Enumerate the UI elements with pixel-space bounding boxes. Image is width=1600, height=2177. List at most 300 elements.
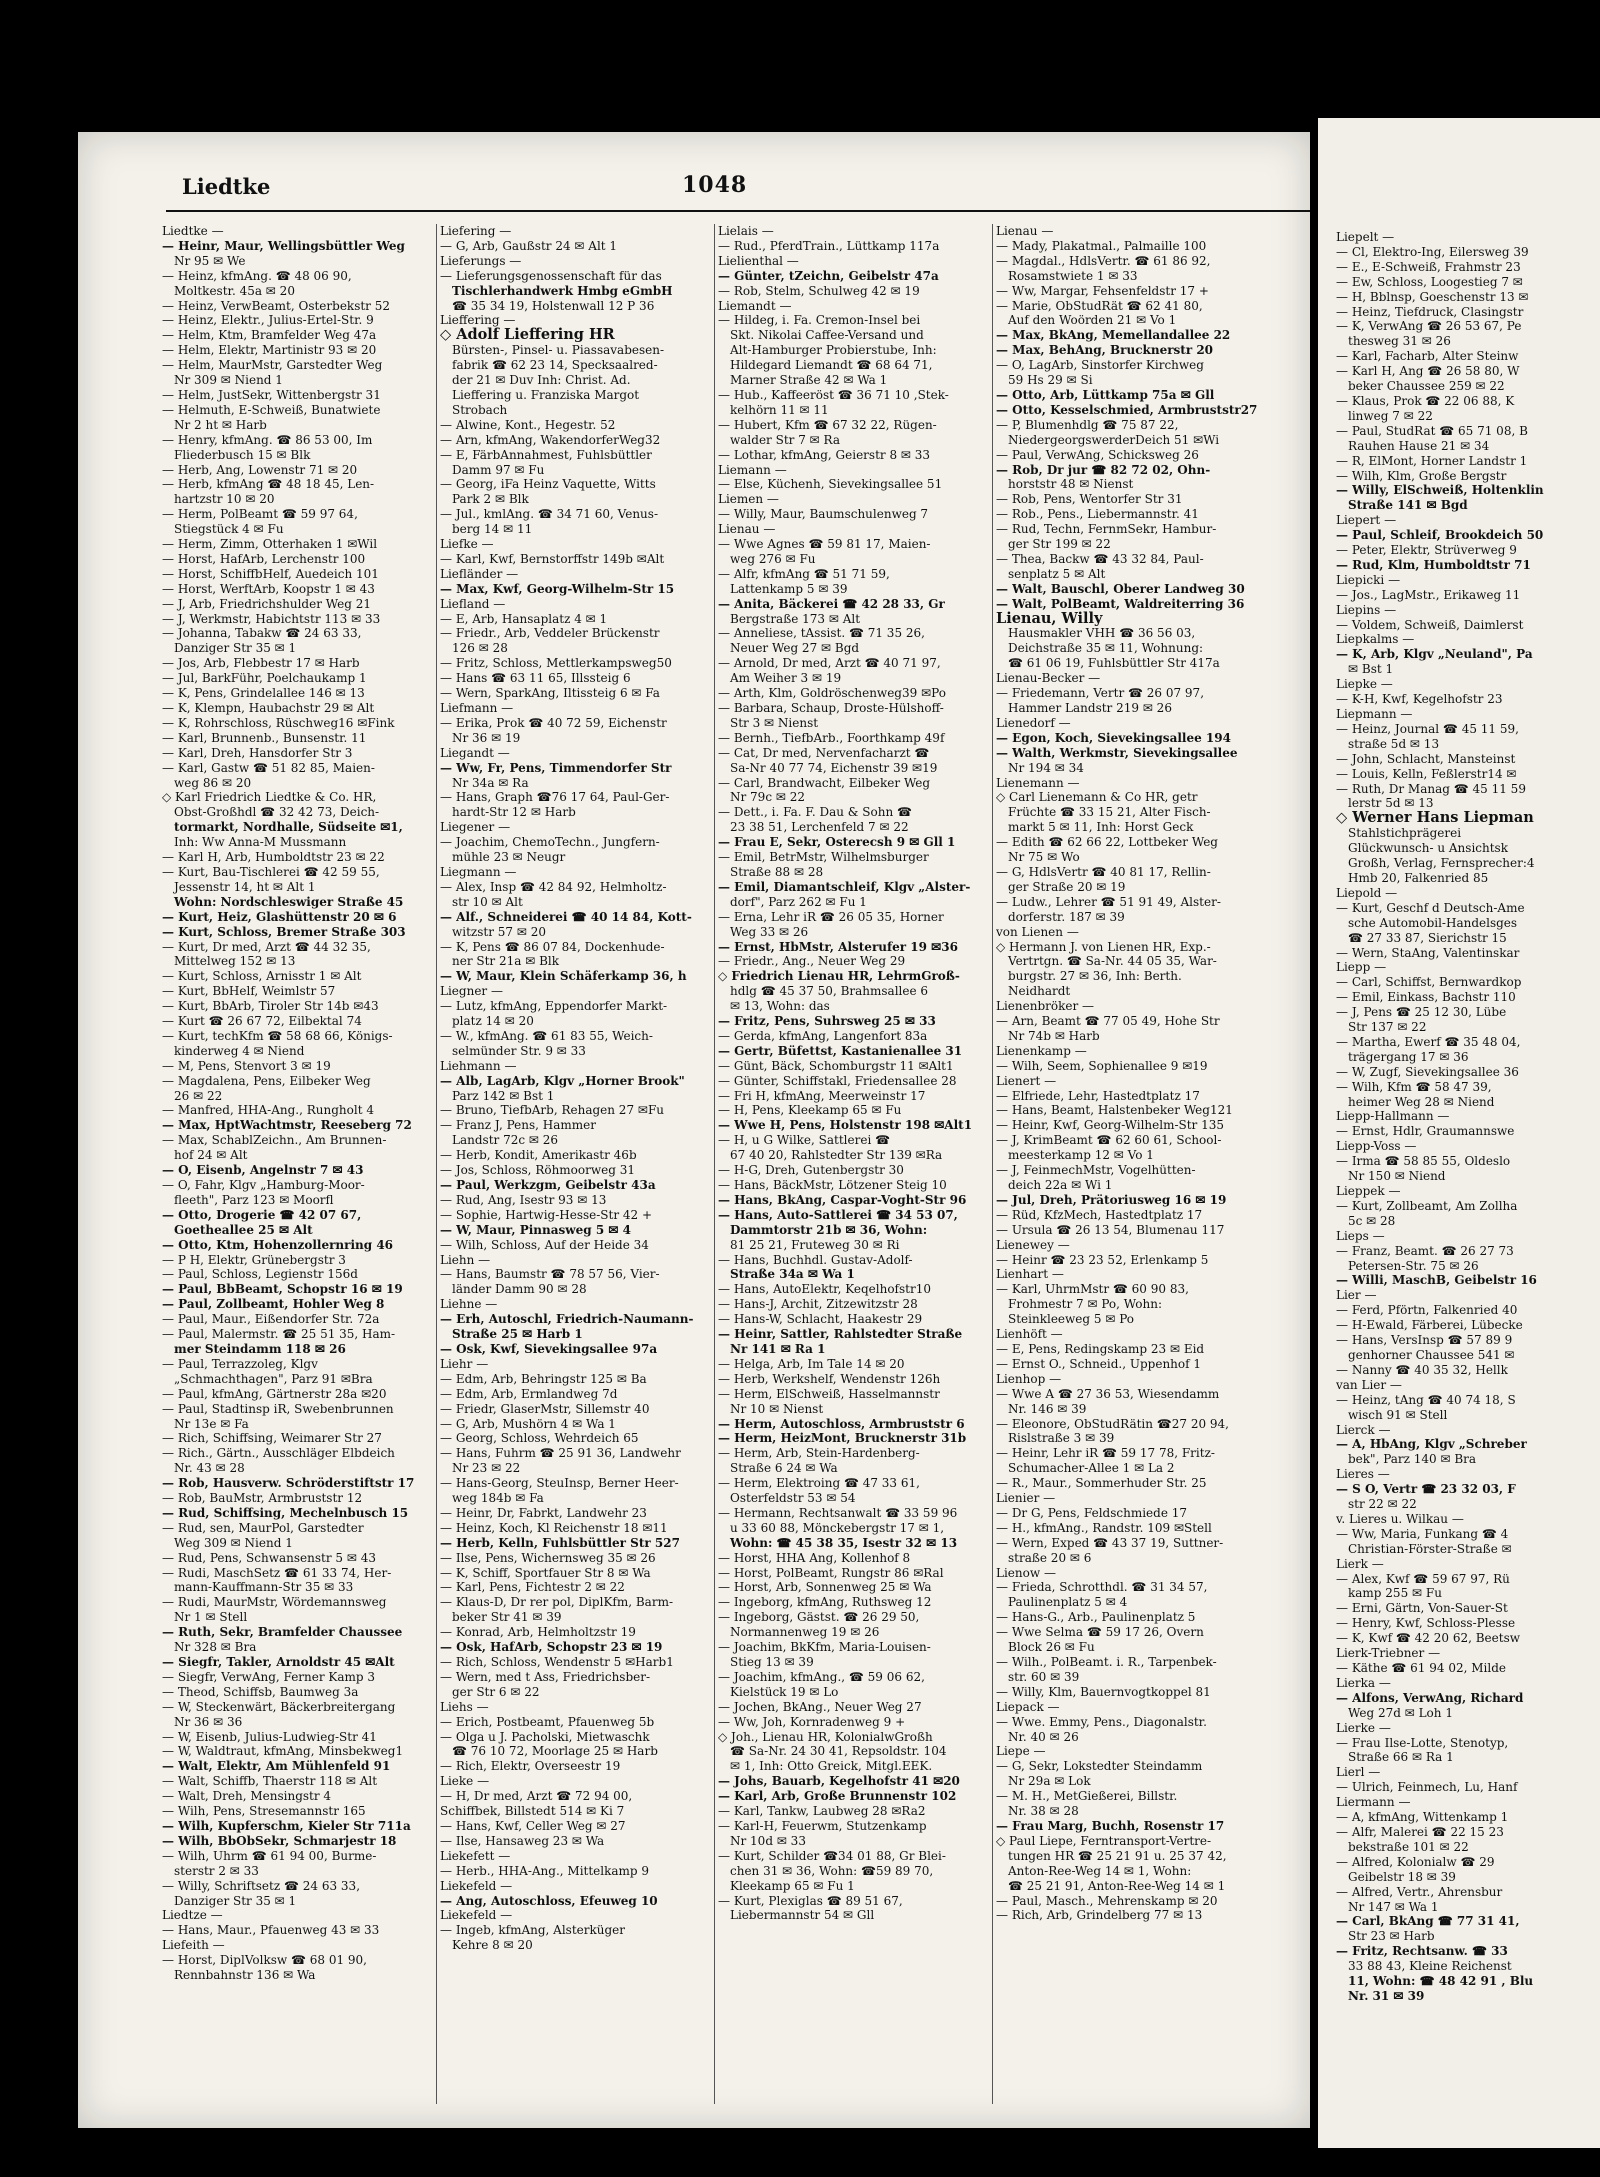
directory-entry-line: — Henry, kfmAng. ☎ 86 53 00, Im — [162, 432, 373, 447]
directory-entry-line: — Ernst, Hdlr, Graumannswe — [1336, 1124, 1515, 1139]
directory-entry-line: — Herb, kfmAng ☎ 48 18 45, Len- — [162, 477, 375, 492]
directory-entry-line: Liefke — — [440, 537, 494, 552]
directory-entry-line: — Siegfr, VerwAng, Ferner Kamp 3 — [162, 1669, 376, 1684]
directory-entry-line: ☎ Sa-Nr. 24 30 41, Repsoldstr. 104 — [730, 1744, 947, 1759]
directory-entry-line: Liepert — — [1336, 513, 1397, 528]
directory-entry-line: — E, Arb, Hansaplatz 4 ✉ 1 — [440, 611, 608, 626]
directory-entry-line: Liekefett — — [440, 1848, 511, 1863]
directory-entry-line: — Wern, StaAng, Valentinskar — [1336, 945, 1520, 960]
directory-entry-line: fabrik ☎ 62 23 14, Specksaalred- — [452, 358, 658, 373]
directory-entry-line: Nr 34a ✉ Ra — [452, 775, 529, 790]
directory-entry-line: wisch 91 ✉ Stell — [1348, 1407, 1448, 1422]
directory-entry-line: Lierka — — [1336, 1675, 1391, 1690]
directory-entry-line: Liepp-Hallmann — — [1336, 1109, 1450, 1124]
directory-entry-line: Liehmann — — [440, 1058, 517, 1073]
directory-entry-line: str 10 ✉ Alt — [452, 894, 523, 909]
directory-entry-line: — K, Kwf ☎ 42 20 62, Beetsw — [1336, 1631, 1521, 1646]
directory-entry-line: — H, Bblnsp, Goeschenstr 13 ✉ — [1336, 289, 1529, 304]
directory-entry-line: — Rüd, KfzMech, Hastedtplatz 17 — [996, 1207, 1203, 1222]
directory-entry-line: linweg 7 ✉ 22 — [1348, 408, 1433, 423]
directory-entry-line: — Günter, tZeichn, Geibelstr 47a — [718, 268, 939, 283]
directory-entry-line: Nr 79c ✉ 22 — [730, 790, 805, 805]
directory-entry-line: Nr 328 ✉ Bra — [174, 1640, 257, 1655]
directory-entry-line: berg 14 ✉ 11 — [452, 522, 533, 537]
directory-entry-line: Hammer Landstr 219 ✉ 26 — [1008, 701, 1172, 715]
directory-entry-line: — Ernst O., Schneid., Uppenhof 1 — [996, 1356, 1202, 1371]
directory-entry-line: — O, Eisenb, Angelnstr 7 ✉ 43 — [162, 1163, 364, 1178]
directory-entry-line: Kehre 8 ✉ 20 — [452, 1938, 533, 1953]
directory-entry-line: Lierke — — [1336, 1720, 1391, 1735]
directory-entry-line: heimer Weg 28 ✉ Niend — [1348, 1094, 1495, 1109]
directory-entry-line: Nr 309 ✉ Niend 1 — [174, 373, 283, 388]
directory-entry-line: Nr. 43 ✉ 28 — [174, 1461, 245, 1476]
directory-entry-line: — Gerda, kfmAng, Langenfort 83a — [718, 1028, 928, 1043]
directory-entry-line: ☎ 61 06 19, Fuhlsbüttler Str 417a — [1008, 656, 1220, 671]
directory-entry-line: — Konrad, Arb, Helmholtzstr 19 — [440, 1625, 636, 1640]
directory-entry-line: — Karl, Tankw, Laubweg 28 ✉Ra2 — [718, 1804, 926, 1819]
directory-entry-line: — Jos, Arb, Flebbestr 17 ✉ Harb — [162, 656, 360, 671]
directory-entry-line: u 33 60 88, Mönckebergstr 17 ✉ 1, — [730, 1520, 945, 1535]
directory-entry-line: — Willy, Maur, Baumschulenweg 7 — [718, 507, 929, 522]
directory-entry-line: — Arth, Klm, Goldröschenweg39 ✉Po — [718, 686, 946, 701]
directory-entry-line: mühle 23 ✉ Neugr — [452, 850, 566, 865]
directory-entry-line: — Otto, Arb, Lüttkamp 75a ✉ Gll — [996, 387, 1215, 402]
directory-entry-line: — Willy, Klm, Bauernvogtkoppel 81 — [996, 1684, 1211, 1699]
directory-entry-line: beker Chaussee 259 ✉ 22 — [1348, 379, 1505, 394]
directory-entry-line: — Alex, Kwf ☎ 59 67 97, Rü — [1336, 1571, 1510, 1586]
directory-entry-line: — Ew, Schloss, Loogestieg 7 ✉ — [1336, 274, 1523, 289]
directory-entry-line: v. Lieres u. Wilkau — — [1336, 1511, 1464, 1526]
header-rule — [166, 210, 1310, 212]
directory-entry-line: — H-Ewald, Färberei, Lübecke — [1336, 1318, 1523, 1333]
directory-entry-line: — Marie, ObStudRät ☎ 62 41 80, — [996, 298, 1203, 313]
directory-entry-line: Lierk — — [1336, 1556, 1384, 1571]
directory-entry-line: — Heinz, Journal ☎ 45 11 59, — [1336, 721, 1519, 736]
directory-entry-line: meesterkamp 12 ✉ Vo 1 — [1008, 1148, 1154, 1163]
directory-entry-line: bekstraße 101 ✉ 22 — [1348, 1839, 1469, 1854]
directory-entry-line: Lieps — — [1336, 1228, 1385, 1243]
directory-entry-line: — K, VerwAng ☎ 26 53 67, Pe — [1336, 319, 1522, 334]
directory-entry-line: — Erh, Autoschl, Friedrich-Naumann- — [440, 1312, 694, 1327]
directory-entry-line: Strobach — [452, 402, 508, 417]
directory-entry-line: — Karl, Arb, Große Brunnenstr 102 — [718, 1789, 957, 1804]
directory-entry-line: — Rud, Klm, Humboldtstr 71 — [1336, 557, 1531, 572]
directory-entry-line: — Walt, Bauschl, Oberer Landweg 30 — [996, 581, 1245, 596]
directory-entry-line: Lierck — — [1336, 1422, 1391, 1437]
directory-entry-line: — Paul, Masch., Mehrenskamp ✉ 20 — [996, 1893, 1218, 1908]
directory-entry-line: — Jos, Schloss, Röhmoorweg 31 — [440, 1163, 636, 1178]
directory-entry-line: — Paul, StudRat ☎ 65 71 08, B — [1336, 423, 1528, 438]
directory-entry-line: ◇ Werner Hans Liepman — [1336, 809, 1534, 827]
directory-entry-line: — Heinz, Koch, Kl Reichenstr 18 ✉11 — [440, 1520, 668, 1535]
directory-entry-line: Danziger Str 35 ✉ 1 — [174, 1893, 297, 1908]
directory-entry-line: — Voldem, Schweiß, Daimlerst — [1336, 617, 1524, 632]
directory-entry-line: — H, Dr med, Arzt ☎ 72 94 00, — [440, 1789, 633, 1804]
directory-entry-line: ☎ 25 21 91, Anton-Ree-Weg 14 ✉ 1 — [1008, 1878, 1226, 1893]
directory-entry-line: Lienau — — [996, 224, 1054, 238]
directory-entry-line: — Rud, Ang, Isestr 93 ✉ 13 — [440, 1192, 607, 1207]
directory-entry-line: witzstr 57 ✉ 20 — [452, 924, 547, 939]
directory-entry-line: weg 276 ✉ Fu — [730, 551, 816, 566]
directory-entry-line: — Hans, Beamt, Halstenbeker Weg121 — [996, 1103, 1233, 1118]
directory-entry-line: Nr 150 ✉ Niend — [1348, 1169, 1446, 1184]
directory-entry-line: str 22 ✉ 22 — [1348, 1497, 1417, 1512]
directory-entry-line: Lielais — — [718, 224, 774, 238]
directory-entry-line: — Ingeborg, kfmAng, Ruthsweg 12 — [718, 1595, 932, 1610]
directory-entry-line: 81 25 21, Fruteweg 30 ✉ Ri — [730, 1237, 900, 1252]
directory-entry-line: — Edm, Arb, Ermlandweg 7d — [440, 1386, 618, 1401]
directory-entry-line: — Paul, Zollbeamt, Hohler Weg 8 — [162, 1297, 385, 1312]
directory-entry-line: — Bruno, TiefbArb, Rehagen 27 ✉Fu — [440, 1103, 664, 1118]
directory-entry-line: — Wilh, Uhrm ☎ 61 94 00, Burme- — [162, 1848, 377, 1863]
directory-entry-line: Str 23 ✉ Harb — [1348, 1929, 1435, 1944]
directory-entry-line: — Frieda, Schrotthdl. ☎ 31 34 57, — [996, 1580, 1208, 1595]
directory-entry-line: — K, Arb, Klgv „Neuland", Pa — [1336, 647, 1533, 662]
directory-entry-line: — Wilh, Kupferschm, Kieler Str 711a — [162, 1818, 411, 1833]
directory-entry-line: ✉ 1, Inh: Otto Greick, Mitgl.EEK. — [730, 1759, 933, 1774]
directory-entry-line: Nr. 31 ✉ 39 — [1348, 1988, 1425, 2003]
directory-entry-line: — Carl, Schiffst, Bernwardkop — [1336, 975, 1522, 990]
directory-entry-line: — Nanny ☎ 40 35 32, Hellk — [1336, 1362, 1508, 1377]
directory-entry-line: — Cat, Dr med, Nervenfacharzt ☎ — [718, 745, 930, 760]
directory-entry-line: — Herm, Autoschloss, Armbruststr 6 — [718, 1416, 965, 1431]
directory-entry-line: — Paul, Werkzgm, Geibelstr 43a — [440, 1178, 656, 1192]
directory-entry-line: — Arn, Beamt ☎ 77 05 49, Hohe Str — [996, 1014, 1220, 1029]
directory-entry-line: Hmb 20, Falkenried 85 — [1348, 870, 1489, 885]
directory-entry-line: — Wilh, Kfm ☎ 58 47 39, — [1336, 1079, 1492, 1094]
directory-entry-line: — Henry, Kwf, Schloss-Plesse — [1336, 1616, 1516, 1631]
directory-entry-line: — Rich, Arb, Grindelberg 77 ✉ 13 — [996, 1908, 1203, 1923]
directory-entry-line: — Wern, SparkAng, Iltissteig 6 ✉ Fa — [440, 686, 660, 701]
directory-entry-line: — Paul, VerwAng, Schicksweg 26 — [996, 447, 1199, 462]
directory-entry-line: horststr 48 ✉ Nienst — [1008, 477, 1134, 492]
directory-entry-line: — Egon, Koch, Sievekingsallee 194 — [996, 730, 1231, 745]
directory-entry-line: Liepicki — — [1336, 572, 1401, 587]
page-header — [78, 174, 1310, 214]
directory-entry-line: — Ingeborg, Gästst. ☎ 26 29 50, — [718, 1610, 920, 1625]
directory-entry-line: Goetheallee 25 ✉ Alt — [174, 1222, 313, 1237]
directory-entry-line: Liekefeld — — [440, 1908, 513, 1923]
directory-entry-line: Nr 23 ✉ 22 — [452, 1461, 521, 1476]
directory-entry-line: — Hans-G., Arb., Paulinenplatz 5 — [996, 1610, 1196, 1625]
directory-entry-line: — Wern, Exped ☎ 43 37 19, Suttner- — [996, 1535, 1224, 1550]
directory-entry-line: Lienhop — — [996, 1371, 1062, 1386]
directory-entry-line: Stahlstichprägerei — [1348, 826, 1462, 841]
directory-entry-line: ◇ Friedrich Lienau HR, LehrmGroß- — [718, 969, 960, 984]
directory-entry-line: — Ingeb, kfmAng, Alsterküger — [440, 1923, 626, 1938]
directory-entry-line: Liefländer — — [440, 566, 519, 581]
directory-entry-line: Nr 75 ✉ Wo — [1008, 850, 1080, 865]
directory-entry-line: — Jul., kmlAng. ☎ 34 71 60, Venus- — [440, 507, 658, 522]
directory-entry-line: — Rob, Stelm, Schulweg 42 ✉ 19 — [718, 283, 920, 298]
directory-entry-line: Kielstück 19 ✉ Lo — [730, 1684, 839, 1699]
directory-entry-line: sche Automobil-Handelsges — [1348, 915, 1518, 930]
directory-entry-line: Stiegstück 4 ✉ Fu — [174, 522, 284, 537]
directory-entry-line: — Carl, Brandwacht, Eilbeker Weg — [718, 775, 931, 790]
directory-entry-line: Str 137 ✉ 22 — [1348, 1020, 1427, 1035]
directory-entry-line: Nr 2 ht ✉ Harb — [174, 417, 267, 432]
directory-entry-line: — Osk, Kwf, Sievekingsallee 97a — [440, 1341, 658, 1356]
directory-entry-line: Lienewey — — [996, 1237, 1070, 1252]
directory-entry-line: Geibelstr 18 ✉ 39 — [1348, 1869, 1456, 1884]
directory-entry-line: — A, HbAng, Klgv „Schreber — [1336, 1437, 1527, 1452]
directory-entry-line: — P H, Elektr, Grünebergstr 3 — [162, 1252, 346, 1267]
directory-entry-line: — Willy, ElSchweiß, Holtenklin — [1336, 483, 1544, 498]
directory-entry-line: van Lier — — [1336, 1377, 1402, 1392]
directory-entry-line: Liepke — — [1336, 677, 1393, 692]
directory-entry-line: — Ww, Maria, Funkang ☎ 4 — [1336, 1526, 1509, 1541]
directory-entry-line: Großh, Verlag, Fernsprecher:4 — [1348, 856, 1535, 871]
directory-entry-line: ✉ Bst 1 — [1348, 662, 1394, 677]
directory-entry-line: Lienhöft — — [996, 1327, 1063, 1342]
directory-entry-line: — Karl H, Arb, Humboldtstr 23 ✉ 22 — [162, 850, 385, 865]
directory-entry-line: 11, Wohn: ☎ 48 42 91 , Blu — [1348, 1974, 1534, 1989]
directory-entry-line: Lieffering — — [440, 313, 516, 328]
directory-entry-line: Lieffering u. Franziska Margot — [452, 387, 640, 402]
directory-entry-line: — O, LagArb, Sinstorfer Kirchweg — [996, 358, 1204, 373]
directory-entry-line: 67 40 20, Rahlstedter Str 139 ✉Ra — [730, 1148, 943, 1163]
directory-entry-line: — Walt, Schiffb, Thaerstr 118 ✉ Alt — [162, 1774, 378, 1789]
directory-entry-line: Liegner — — [440, 984, 503, 999]
directory-entry-line: — Lieferungsgenossenschaft für das — [440, 268, 662, 283]
directory-entry-line: Lienow — — [996, 1565, 1056, 1580]
directory-entry-line: Liepold — — [1336, 885, 1398, 900]
directory-entry-line: — W, Maur, Klein Schäferkamp 36, h — [440, 969, 687, 984]
directory-entry-line: Nr 10 ✉ Nienst — [730, 1401, 824, 1416]
directory-entry-line: — E., E-Schweiß, Frahmstr 23 — [1336, 259, 1521, 274]
directory-entry-line: ner Str 21a ✉ Blk — [452, 954, 560, 969]
directory-entry-line: — Ilse, Hansaweg 23 ✉ Wa — [440, 1833, 605, 1848]
directory-entry-line: — Heinz, Tiefdruck, Clasingstr — [1336, 304, 1524, 319]
directory-entry-line: — Alfr, kfmAng ☎ 51 71 59, — [718, 566, 890, 581]
directory-entry-line: — K, Pens ☎ 86 07 84, Dockenhude- — [440, 939, 665, 954]
directory-entry-line: — Horst, DiplVolksw ☎ 68 01 90, — [162, 1953, 367, 1968]
directory-entry-line: Neuer Weg 27 ✉ Bgd — [730, 641, 860, 656]
directory-entry-line: — Hans ☎ 63 11 65, Illssteig 6 — [440, 671, 631, 686]
directory-entry-line: — Gertr, Büfettst, Kastanienallee 31 — [718, 1043, 963, 1058]
directory-entry-line: — Hubert, Kfm ☎ 67 32 22, Rügen- — [718, 417, 937, 432]
directory-entry-line: Lieke — — [440, 1774, 490, 1789]
directory-entry-line: — Jul, Dreh, Prätoriusweg 16 ✉ 19 — [996, 1192, 1227, 1207]
directory-entry-line: markt 5 ✉ 11, Inh: Horst Geck — [1008, 820, 1194, 835]
directory-entry-line: — Alfred, Kolonialw ☎ 29 — [1336, 1854, 1495, 1869]
directory-entry-line: — M, Pens, Stenvort 3 ✉ 19 — [162, 1058, 331, 1073]
directory-entry-line: chen 31 ✉ 36, Wohn: ☎59 89 70, — [730, 1863, 934, 1878]
directory-entry-line: — Rob, BauMstr, Armbruststr 12 — [162, 1491, 363, 1506]
directory-entry-line: Alt-Hamburger Probierstube, Inh: — [730, 343, 937, 358]
directory-entry-line: — Helmuth, E-Schweiß, Bunatwiete — [162, 402, 381, 417]
directory-entry-line: — Peter, Elektr, Strüverweg 9 — [1336, 543, 1517, 558]
directory-entry-line: straße 5d ✉ 13 — [1348, 736, 1440, 751]
directory-entry-line: Paulinenplatz 5 ✉ 4 — [1008, 1595, 1128, 1610]
directory-entry-line: — Erich, Postbeamt, Pfauenweg 5b — [440, 1714, 655, 1729]
directory-entry-line: — H, Pens, Kleekamp 65 ✉ Fu — [718, 1103, 902, 1118]
directory-entry-line: — Ww, Fr, Pens, Timmendorfer Str — [440, 760, 672, 775]
directory-entry-line: — Arn, kfmAng, WakendorferWeg32 — [440, 432, 661, 447]
directory-entry-line: — Eleonore, ObStudRätin ☎27 20 94, — [996, 1416, 1229, 1431]
directory-entry-line: — Heinr, Kwf, Georg-Wilhelm-Str 135 — [996, 1118, 1224, 1133]
directory-entry-line: von Lienen — — [996, 924, 1079, 939]
directory-entry-line: 33 88 43, Kleine Reichenst — [1348, 1959, 1512, 1974]
directory-entry-line: NiedergeorgswerderDeich 51 ✉Wi — [1008, 432, 1220, 447]
directory-entry-line: — Jos., LagMstr., Erikaweg 11 — [1336, 587, 1521, 602]
directory-entry-line: — Rud, Schiffsing, Mechelnbusch 15 — [162, 1505, 409, 1520]
directory-entry-line: Straße 141 ✉ Bgd — [1348, 498, 1468, 513]
directory-entry-line: — Max, Kwf, Georg-Wilhelm-Str 15 — [440, 581, 675, 596]
directory-entry-line: — Alwine, Kont., Hegestr. 52 — [440, 417, 616, 432]
directory-entry-line: dorf", Parz 262 ✉ Fu 1 — [730, 894, 867, 909]
directory-entry-line: — W., kfmAng. ☎ 61 83 55, Weich- — [440, 1028, 653, 1043]
directory-entry-line: Liehr — — [440, 1356, 489, 1371]
directory-entry-line: mann-Kauffmann-Str 35 ✉ 33 — [174, 1580, 354, 1595]
directory-entry-line: — Kurt, Dr med, Arzt ☎ 44 32 35, — [162, 939, 371, 954]
directory-entry-line: — Edith ☎ 62 66 22, Lottbeker Weg — [996, 835, 1218, 850]
directory-entry-line: — Cl, Elektro-Ing, Eilersweg 39 — [1336, 244, 1529, 259]
directory-entry-line: Rosamstwiete 1 ✉ 33 — [1008, 268, 1138, 283]
directory-entry-line: — Herm, Arb, Stein-Hardenberg- — [718, 1446, 920, 1461]
directory-entry-line: Lier — — [1336, 1288, 1377, 1303]
directory-entry-line: — Hans, BäckMstr, Lötzener Steig 10 — [718, 1178, 947, 1192]
directory-entry-line: Damm 97 ✉ Fu — [452, 462, 545, 477]
directory-entry-line: Wohn: Nordschleswiger Straße 45 — [174, 894, 404, 909]
directory-entry-line: Liekefeld — — [440, 1878, 513, 1893]
directory-entry-line: — M. H., MetGießerei, Billstr. — [996, 1789, 1178, 1804]
directory-entry-line: — Franz J, Pens, Hammer — [440, 1118, 596, 1133]
directory-entry-line: — Horst, WerftArb, Koopstr 1 ✉ 43 — [162, 581, 375, 596]
directory-entry-line: mer Steindamm 118 ✉ 26 — [174, 1341, 346, 1356]
directory-entry-line: Lienedorf — — [996, 715, 1071, 730]
directory-entry-line: hdlg ☎ 45 37 50, Brahmsallee 6 — [730, 984, 929, 999]
directory-entry-line: — Rich, Schloss, Wendenstr 5 ✉Harb1 — [440, 1655, 674, 1669]
directory-entry-line: Liehn — — [440, 1252, 491, 1267]
directory-entry-line: — Willy, Schriftsetz ☎ 24 63 33, — [162, 1878, 361, 1893]
directory-entry-line: — Horst, Arb, Sonnenweg 25 ✉ Wa — [718, 1580, 932, 1595]
directory-entry-line: — W, Steckenwärt, Bäckerbreitergang — [162, 1699, 396, 1714]
directory-entry-line: — Hans, Maur., Pfauenweg 43 ✉ 33 — [162, 1923, 380, 1938]
directory-entry-line: Nr 36 ✉ 36 — [174, 1714, 243, 1729]
directory-entry-line: — Max, SchablZeichn., Am Brunnen- — [162, 1133, 387, 1148]
directory-entry-line: ger Str 6 ✉ 22 — [452, 1684, 540, 1699]
directory-entry-line: weg 86 ✉ 20 — [174, 775, 252, 790]
directory-entry-line: — Joachim, BkKfm, Maria-Louisen- — [718, 1640, 931, 1655]
directory-entry-line: Rennbahnstr 136 ✉ Wa — [174, 1968, 316, 1983]
directory-entry-line: — Emil, Einkass, Bachstr 110 — [1336, 990, 1516, 1005]
directory-entry-line: Frohmestr 7 ✉ Po, Wohn: — [1008, 1297, 1163, 1312]
directory-entry-line: Deichstraße 35 ✉ 11, Wohnung: — [1008, 641, 1204, 656]
directory-entry-line: — K-H, Kwf, Kegelhofstr 23 — [1336, 692, 1503, 707]
directory-entry-line: — Johanna, Tabakw ☎ 24 63 33, — [162, 626, 362, 641]
directory-entry-line: ◇ Adolf Lieffering HR — [440, 326, 615, 344]
directory-entry-line: — Horst, HHA Ang, Kollenhof 8 — [718, 1550, 911, 1565]
directory-entry-line: — Rud, sen, MaurPol, Garstedter — [162, 1520, 364, 1535]
directory-entry-line: — Alfr, Malerei ☎ 22 15 23 — [1336, 1824, 1504, 1839]
directory-entry-line: walder Str 7 ✉ Ra — [730, 432, 840, 447]
directory-entry-line: Liepe — — [996, 1744, 1046, 1759]
directory-entry-line: Osterfeldstr 53 ✉ 54 — [730, 1491, 856, 1506]
directory-entry-line: — Fritz, Schloss, Mettlerkampsweg50 — [440, 656, 672, 671]
directory-entry-line: Liermann — — [1336, 1795, 1411, 1810]
directory-entry-line: Liepp-Voss — — [1336, 1139, 1417, 1154]
directory-entry-line: sterstr 2 ✉ 33 — [174, 1863, 259, 1878]
directory-entry-line: Christian-Förster-Straße ✉ — [1348, 1541, 1512, 1556]
directory-entry-line: Parz 142 ✉ Bst 1 — [452, 1088, 555, 1103]
directory-entry-line: Schumacher-Allee 1 ✉ La 2 — [1008, 1461, 1175, 1476]
directory-entry-line: — Ernst, HbMstr, Alsterufer 19 ✉36 — [718, 939, 958, 954]
directory-entry-line: — Wwe Agnes ☎ 59 81 17, Maien- — [718, 537, 931, 552]
directory-entry-line: Landstr 72c ✉ 26 — [452, 1133, 559, 1148]
directory-entry-line: ◇ Joh., Lienau HR, KolonialwGroßh — [718, 1729, 933, 1744]
directory-entry-line: — Alf., Schneiderei ☎ 40 14 84, Kott- — [440, 909, 692, 924]
directory-entry-line: — Horst, SchiffbHelf, Auedeich 101 — [162, 566, 379, 581]
directory-entry-line: — Max, BkAng, Memellandallee 22 — [996, 328, 1231, 343]
directory-entry-line: ✉ 13, Wohn: das — [730, 999, 830, 1014]
directory-entry-line: Weg 309 ✉ Niend 1 — [174, 1535, 293, 1550]
directory-entry-line: — Wwe H, Pens, Holstenstr 198 ✉Alt1 — [718, 1118, 973, 1133]
directory-entry-line: Liepkalms — — [1336, 632, 1415, 647]
directory-entry-line: — Walth, Werkmstr, Sievekingsallee — [996, 745, 1238, 760]
directory-entry-line: — Rud, Pens, Schwansenstr 5 ✉ 43 — [162, 1550, 376, 1565]
directory-entry-line: — Thea, Backw ☎ 43 32 84, Paul- — [996, 551, 1204, 566]
directory-entry-line: — Helm, Elektr, Martinistr 93 ✉ 20 — [162, 343, 377, 358]
directory-entry-line: — Jul, BarkFühr, Poelchaukamp 1 — [162, 671, 367, 686]
directory-entry-line: — Wilh, Seem, Sophienallee 9 ✉19 — [996, 1058, 1208, 1073]
directory-entry-line: Liegmann — — [440, 864, 517, 879]
directory-entry-line: — Kurt ☎ 26 67 72, Eilbektal 74 — [162, 1014, 362, 1029]
directory-entry-line: — J, FeinmechMstr, Vogelhütten- — [996, 1163, 1196, 1178]
directory-entry-line: — Hermann, Rechtsanwalt ☎ 33 59 96 — [718, 1505, 958, 1520]
directory-entry-line: — Emil, BetrMstr, Wilhelmsburger — [718, 850, 929, 865]
directory-entry-line: Neidhardt — [1008, 984, 1071, 999]
directory-entry-line: Straße 25 ✉ Harb 1 — [452, 1327, 583, 1342]
directory-entry-line: ◇ Carl Lienemann & Co HR, getr — [996, 790, 1198, 805]
directory-entry-line: — Herb, Ang, Lowenstr 71 ✉ 20 — [162, 462, 358, 477]
directory-entry-line: — J, Arb, Friedrichshulder Weg 21 — [162, 596, 371, 611]
directory-entry-line: — Rob, Dr jur ☎ 82 72 02, Ohn- — [996, 462, 1211, 477]
directory-entry-line: — Max, HptWachtmstr, Reeseberg 72 — [162, 1118, 412, 1133]
directory-entry-line: — Alb, LagArb, Klgv „Horner Brook" — [440, 1073, 685, 1088]
directory-entry-line: — Elfriede, Lehr, Hastedtplatz 17 — [996, 1088, 1200, 1103]
directory-entry-line: — Ruth, Sekr, Bramfelder Chaussee — [162, 1625, 403, 1640]
directory-entry-line: — Paul, Maur., Eißendorfer Str. 72a — [162, 1312, 380, 1327]
directory-entry-line: — Hans, Buchhdl. Gustav-Adolf- — [718, 1252, 913, 1267]
directory-entry-line: — K, Schiff, Sportfauer Str 8 ✉ Wa — [440, 1565, 651, 1580]
directory-entry-line: — Heinr, Maur, Wellingsbüttler Weg — [162, 238, 405, 253]
directory-page-right — [1318, 118, 1600, 2148]
directory-entry-line: weg 184b ✉ Fa — [452, 1491, 544, 1506]
directory-entry-line: — Barbara, Schaup, Droste-Hülshoff- — [718, 701, 944, 715]
directory-entry-line: — Helm, MaurMstr, Garstedter Weg — [162, 358, 383, 373]
directory-entry-line: — W, Eisenb, Julius-Ludwieg-Str 41 — [162, 1729, 377, 1744]
directory-column-2 — [440, 224, 718, 1953]
directory-entry-line: Lielienthal — — [718, 253, 799, 268]
directory-entry-line: — Herm, ElSchweiß, Hasselmannstr — [718, 1386, 940, 1401]
directory-entry-line: — Fri H, kfmAng, Meerweinstr 17 — [718, 1088, 926, 1103]
directory-entry-line: Straße 6 24 ✉ Wa — [730, 1461, 838, 1476]
directory-entry-line: Nr 194 ✉ 34 — [1008, 760, 1084, 775]
directory-entry-line: Nr 13e ✉ Fa — [174, 1416, 249, 1431]
directory-entry-line: kamp 255 ✉ Fu — [1348, 1586, 1442, 1601]
directory-entry-line: Anton-Ree-Weg 14 ✉ 1, Wohn: — [1008, 1863, 1192, 1878]
directory-entry-line: — Horst, PolBeamt, Rungstr 86 ✉Ral — [718, 1565, 944, 1580]
directory-entry-line: — Rich, Schiffsing, Weimarer Str 27 — [162, 1431, 382, 1446]
directory-entry-line: — J, Pens ☎ 25 12 30, Lübe — [1336, 1005, 1507, 1020]
directory-entry-line: der 21 ✉ Duv Inh: Christ. Ad. — [452, 373, 631, 388]
directory-entry-line: str. 60 ✉ 39 — [1008, 1669, 1080, 1684]
directory-entry-line: — O, Fahr, Klgv „Hamburg-Moor- — [162, 1178, 365, 1192]
directory-entry-line: — Hans, Fuhrm ☎ 25 91 36, Landwehr — [440, 1446, 681, 1461]
directory-entry-line: — Otto, Kesselschmied, Armbruststr27 — [996, 402, 1258, 417]
directory-entry-line: — Kurt, Bau-Tischlerei ☎ 42 59 55, — [162, 864, 380, 879]
